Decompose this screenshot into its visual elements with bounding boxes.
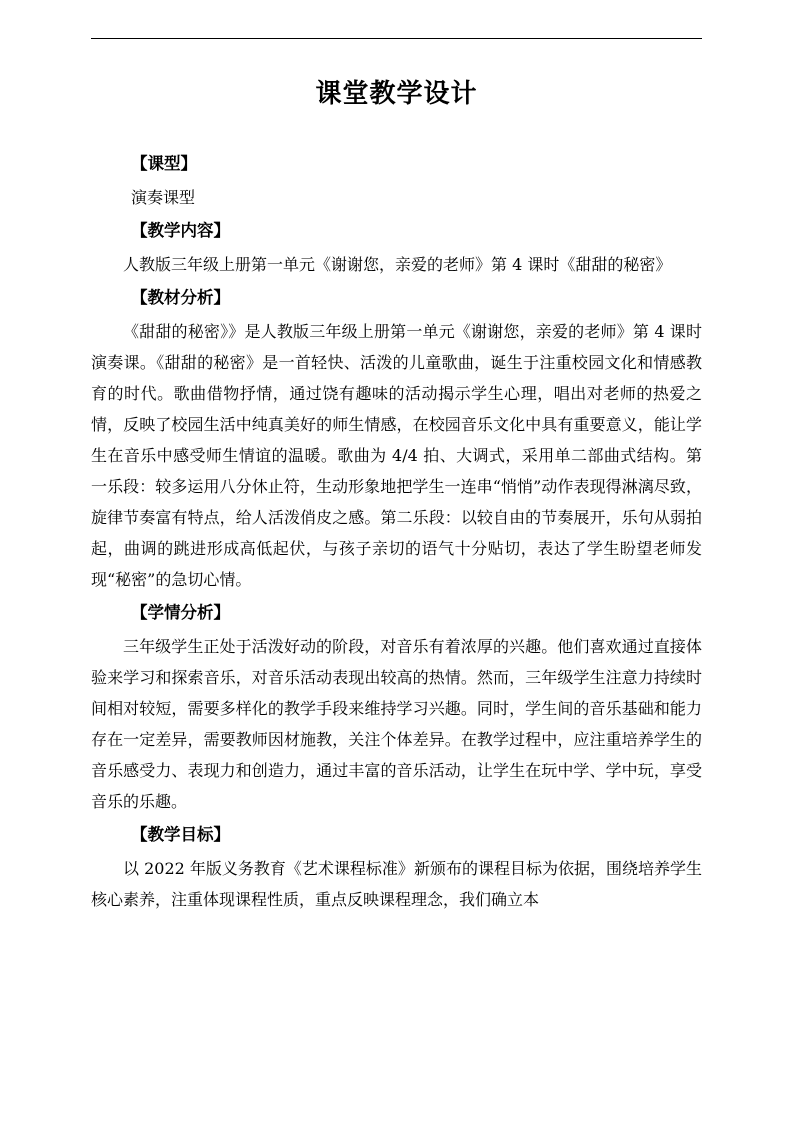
section-heading-course-type: 【课型】 <box>131 154 197 173</box>
section-paragraph-course-type: 演奏课型 <box>131 188 196 207</box>
section-heading-teaching-content: 【教学内容】 <box>131 221 230 240</box>
header-rule <box>91 38 702 39</box>
section-paragraph-teaching-content: 人教版三年级上册第一单元《谢谢您，亲爱的老师》第 4 课时《甜甜的秘密》 <box>123 255 672 274</box>
section-paragraph-teaching-objectives: 以 2022 年版义务教育《艺术课程标准》新颁布的课程目标为依据，围绕培养学生核心素养，注重体现课程性质，重点反映课程理念，我们确立本 <box>91 859 702 909</box>
section-paragraph-student-analysis: 三年级学生正处于活泼好动的阶段，对音乐有着浓厚的兴趣。他们喜欢通过直接体验来学习和探索音乐，对音乐活动表现出较高的热情。然而，三年级学生注意力持续时间相对较短，需要多样化的教学手段来维持学习兴趣。同时，学生间的音乐基础和能力存在一定差异，需要教师因材施教，关注个体差异。在教学过程中，应注重培养学生的音乐感受力、表现力和创造力，通过丰富的音乐活动，让学生在玩中学、学中玩，享受音乐的乐趣。 <box>91 637 702 811</box>
section-heading-teaching-objectives: 【教学目标】 <box>131 825 230 844</box>
section-paragraph-material-analysis: 《甜甜的秘密》》是人教版三年级上册第一单元《谢谢您，亲爱的老师》第 4 课时演奏课。《甜甜的秘密》是一首轻快、活泼的儿童歌曲，诞生于注重校园文化和情感教育的时代。歌曲借物抒情，通过饶有趣味的活动揭示学生心理，唱出对老师的热爱之情，反映了校园生活中纯真美好的师生情感，在校园音乐文化中具有重要意义，能让学生在音乐中感受师生情谊的温暖。歌曲为 4/4 拍、大调式，采用单二部曲式结构。第一乐段：较多运用八分休止符，生动形象地把学生一连串“悄悄”动作表现得淋漓尽致，旋律节奏富有特点，给人活泼俏皮之感。第二乐段：以较自由的节奏展开，乐句从弱拍起，曲调的跳进形成高低起伏，与孩子亲切的语气十分贴切，表达了学生盼望老师发现“秘密”的急切心情。 <box>91 322 702 589</box>
document-body <box>91 146 702 915</box>
section-heading-material-analysis: 【教材分析】 <box>131 288 230 307</box>
document-title: 课堂教学设计 <box>315 79 478 109</box>
section-heading-student-analysis: 【学情分析】 <box>131 603 230 622</box>
